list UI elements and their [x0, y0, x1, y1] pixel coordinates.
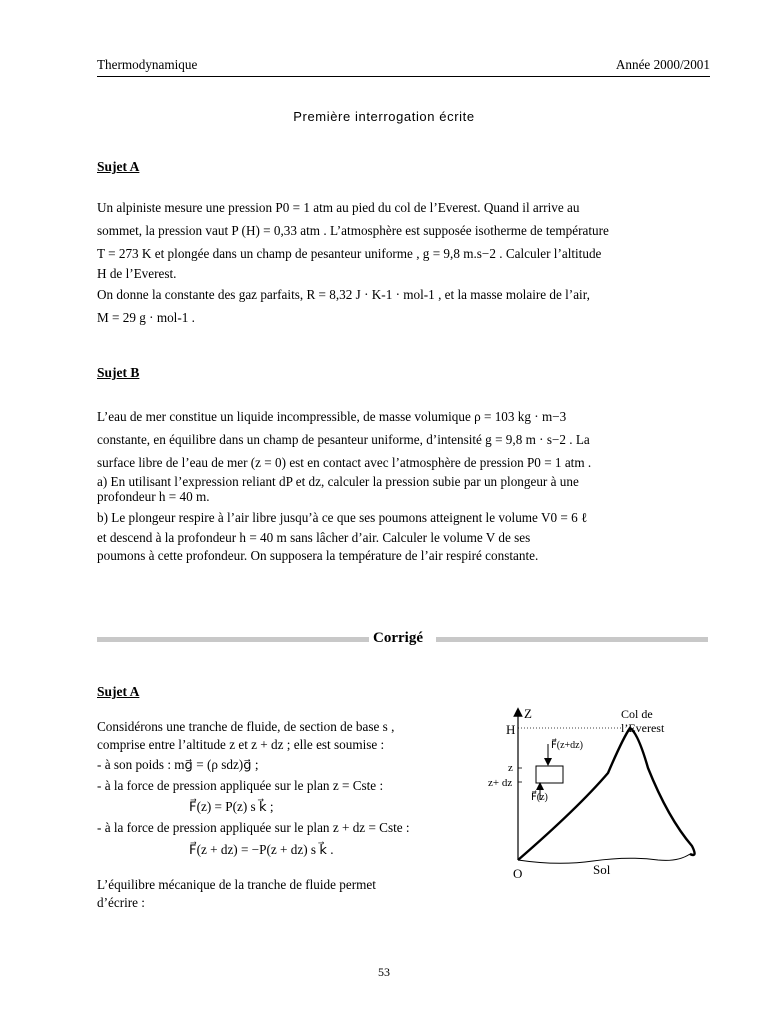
peak-label: l’Everest	[621, 721, 665, 735]
sujet-a-heading: Sujet A	[97, 159, 140, 174]
sujet-a-line: sommet, la pression vaut P (H) = 0,33 atm . L’atmosphère est supposée isotherme de température	[97, 223, 609, 238]
header-rule	[97, 76, 710, 77]
force-top-label: F⃗(z+dz)	[551, 740, 583, 751]
corrige-line: - à la force de pression appliquée sur le plan z + dz = Cste :	[97, 820, 410, 835]
sujet-b-questions	[97, 474, 709, 563]
corrige-line: comprise entre l’altitude z et z + dz ; elle est soumise :	[97, 737, 385, 752]
everest-diagram	[478, 698, 708, 883]
zdz-tick-label: z+ dz	[488, 777, 513, 789]
corrige-equation: F⃗(z) = P(z) s k⃗ ;	[189, 799, 274, 814]
corrige-heading: Corrigé	[373, 630, 423, 646]
corrige-line: - à son poids : mg⃗ = (ρ sdz)g⃗ ;	[97, 757, 259, 772]
corrige-equation: F⃗(z + dz) = −P(z + dz) s k⃗ .	[189, 842, 334, 857]
fluid-slice	[536, 766, 563, 783]
sujet-b-item: b) Le plongeur respire à l’air libre jusqu’à ce que ses poumons atteignent le volume V0 = 6 ℓ	[97, 510, 588, 525]
sujet-b-item: et descend à la profondeur h = 40 m sans lâcher d’air. Calculer le volume V de ses	[97, 530, 531, 545]
sujet-b-line: surface libre de l’eau de mer (z = 0) est en contact avec l’atmosphère de pression P0 = 1 atm .	[97, 455, 592, 470]
sujet-b-item: profondeur h = 40 m.	[97, 489, 210, 504]
page-number: 53	[378, 965, 390, 979]
sujet-b-item: a) En utilisant l’expression reliant dP et dz, calculer la pression subie par un plongeur à une	[97, 474, 579, 489]
sujet-a-line: On donne la constante des gaz parfaits, R = 8,32 J · K-1 · mol-1 , et la masse molaire de l’air,	[97, 287, 590, 302]
ground-label: Sol	[593, 862, 611, 877]
sujet-b-line: L’eau de mer constitue un liquide incompressible, de masse volumique ρ = 103 kg · m−3	[97, 409, 567, 424]
sujet-b-line: constante, en équilibre dans un champ de pesanteur uniforme, d’intensité g = 9,8 m · s−2 . La	[97, 432, 590, 447]
peak-label: Col de	[621, 707, 653, 721]
sujet-a-line: T = 273 K et plongée dans un champ de pesanteur uniforme , g = 9,8 m.s−2 . Calculer l’altitude	[97, 246, 602, 261]
sujet-a-line: H de l’Everest.	[97, 266, 177, 281]
corrige-line: - à la force de pression appliquée sur le plan z = Cste :	[97, 778, 384, 793]
z-axis-label: Z	[524, 706, 532, 721]
corrige-divider-right	[436, 637, 708, 642]
corrige-line: d’écrire :	[97, 895, 145, 910]
page-title: Première interrogation écrite	[293, 109, 475, 124]
force-bottom-label: F⃗(z)	[531, 792, 548, 803]
sujet-b-item: poumons à cette profondeur. On supposera la température de l’air respiré constante.	[97, 548, 539, 563]
corrige-divider-left	[97, 637, 369, 642]
h-label: H	[506, 722, 516, 737]
header-course: Thermodynamique	[97, 57, 198, 72]
sujet-a-line: M = 29 g · mol-1 .	[97, 310, 195, 325]
corrige-line: Considérons une tranche de fluide, de section de base s ,	[97, 719, 395, 734]
header-year: Année 2000/2001	[615, 57, 710, 72]
origin-label: O	[513, 866, 523, 881]
corrige-text	[97, 718, 473, 912]
corrige-line	[97, 862, 473, 876]
corrige-sujet-a-heading: Sujet A	[97, 684, 140, 699]
corrige-line: L’équilibre mécanique de la tranche de fluide permet	[97, 877, 376, 892]
sujet-b-text	[97, 405, 709, 474]
z-tick-label: z	[508, 762, 513, 774]
sujet-a-line: Un alpiniste mesure une pression P0 = 1 atm au pied du col de l’Everest. Quand il arrive au	[97, 200, 580, 215]
sujet-b-heading: Sujet B	[97, 365, 140, 380]
sujet-a-text	[97, 196, 709, 329]
